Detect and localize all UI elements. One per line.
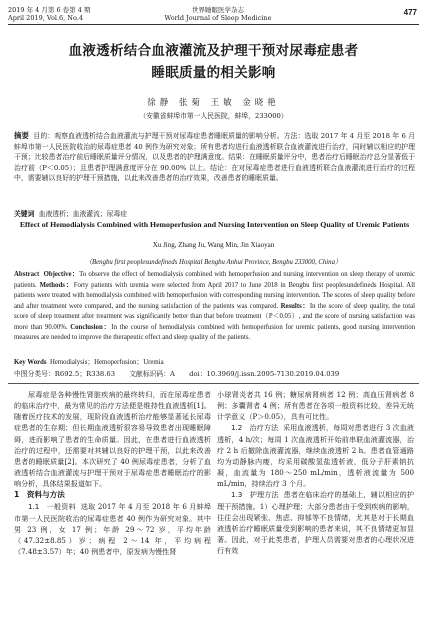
- section-1-1-text: 选取 2017 年 4 月至 2018 年 6 月蚌埠市第一人民医院收治的尿毒症患者 40 例作为研究对象。其中男 23 例，女 17 例；年龄 29～72 岁，平均年龄（47.32±8.85）岁；病程 2～14 年，平均病程（7.48±3.57）年；40 例患者中，原发病为慢性肾: [14, 502, 212, 557]
- journal-name: [158, 6, 278, 22]
- body-rule: [8, 383, 419, 384]
- article-meta: [14, 368, 415, 378]
- right-continued-paragraph: 小球肾炎者共 16 例；糖尿病肾病者 12 例；高血压肾病者 8 例；多囊肾者 4 例；所有患者在各项一般资料比较，差异无统计学意义（P＞0.05），具有可比性。: [217, 390, 414, 422]
- section-1-3-text: 患者在临床治疗的基础上，辅以相应的护理干预措施。1）心理护理：大部分患者由于受到疾病的影响，往往会出现紧张、焦虑、抑郁等不良情绪，尤其是对于长期血液透析治疗睡眠质量受到影响的患者来说，其不良情绪更加显著。因此，对于此类患者，护理人员需要对患者的心理状况进行有效: [217, 490, 415, 556]
- body-column-right: [217, 389, 414, 556]
- affiliation: （安徽省蚌埠市第一人民医院，蚌埠，233000）: [139, 112, 288, 120]
- keywords-cn-text: 血液透析；血液灌流；尿毒症: [38, 210, 128, 218]
- conclusion-label: Conclusion：: [70, 323, 112, 331]
- objective-label: Objective：: [43, 271, 80, 278]
- english-title: Effect of Hemodialysis Combined with Hemoperfusion and Nursing Intervention on Sleep Quality of Uremic Patients: [19, 220, 410, 229]
- abstract-en-label: Abstract: [14, 271, 40, 278]
- keywords-en-text: Hemodialysis；Hemoperfusion；Uremia: [49, 359, 164, 366]
- methods-label: Methods：: [39, 281, 74, 289]
- section-heading-1-3: 1.3 护理方法: [231, 490, 279, 500]
- document-code: 文献标识码：A: [129, 370, 175, 378]
- issue-en: April 2019, Vol.6, No.4: [8, 14, 83, 22]
- section-1-1-paragraph: [14, 501, 211, 557]
- section-heading-1-1: 1.1 一般资料: [28, 502, 76, 512]
- issue-cn: 2019 年 4 月第 6 卷第 4 期: [8, 6, 91, 14]
- results-label: Results：: [280, 302, 310, 310]
- title-line-2: 睡眠质量的相关影响: [151, 65, 276, 81]
- journal-issue-info: [8, 6, 90, 22]
- section-heading-1: 1 资料与方法: [14, 490, 65, 500]
- keywords-en-label: Key Words: [14, 359, 47, 366]
- page-number: 477: [403, 8, 417, 17]
- section-1-2-paragraph: [217, 422, 414, 489]
- abstract-cn-label: 摘要: [14, 131, 29, 140]
- keywords-cn: [14, 208, 415, 218]
- english-affiliation: （Bengbu first peoplesundefineds Hospital Bengbu Anhui Province, Bengbu 233000, China）: [85, 259, 342, 266]
- body-column-left: [14, 389, 211, 557]
- objective-text: To observe the effect of hemodialysis combined with hemoperfusion and nursing intervention on sleep therapy of uremic patients.: [14, 271, 415, 289]
- article-title: [20, 40, 407, 84]
- conclusion-text: In the course of hemodialysis combined with hemoperfusion for uremic patients, good nursing intervention measures are needed to improve the therapeutic effect and sleep quality of the patients.: [14, 323, 415, 342]
- abstract-cn-text: 目的：观察血液透析结合血液灌流与护理干预对尿毒症患者睡眠质量的影响分析。方法：选取 2017 年 4 月至 2018 年 6 月蚌埠市第一人民医院收治的尿毒症患者 40 例作为研究对象；所有患者均进行血液透析联合血液灌流进行治疗，同时辅以相应的护理干预；比较患者治疗前后睡眠质量评分情况，以及患者的护理满意度。结果：在睡眠质量评分中，患者治疗后睡眠治疗总分显著低于治疗前（P＜0.05）；且患者护理满意度评分在 90.00% 以上。结论：在对尿毒症患者进行血液透析联合血液灌流进行治疗的过程中，需要辅以良好的护理干预措施，以此来改善患者的治疗效果，改善患者的睡眠质量。: [14, 132, 415, 183]
- results-text: In the score of sleep quality, the total score of sleep treatment after treatment was significantly better than that before treatment（P＜0.05）, and the score of nursing satisfaction was more than 90.00%.: [14, 302, 415, 331]
- keywords-en: [14, 356, 415, 366]
- section-heading-1-2: 1.2 治疗方法: [231, 423, 279, 433]
- english-authors: Xu Jing, Zhang Ju, Wang Min, Jin Xiaoyan: [152, 241, 275, 249]
- intro-paragraph: 尿毒症是各种慢性肾脏疾病的最终转归，而在尿毒症患者的临床治疗中，最为常见的治疗方法便是维持性血液透析[1]。随着医疗技术的发展，现阶段血液透析治疗能够显著延长尿毒症患者的生存期；但长期血液透析很容易导致患者出现睡眠障碍，进而影响了患者的生命质量。因此，在患者进行血液透析治疗的过程中，还需要对其辅以良好的护理干预，以此来改善患者的睡眠质量[2]。本次研究了 40 例尿毒症患者，分析了血液透析结合血液灌流与护理干预对于尿毒症患者睡眠治疗的影响分析，具体结果报道如下。: [14, 390, 211, 489]
- running-header: [8, 4, 419, 26]
- clc-number: 中图分类号：R692.5；R338.63: [14, 370, 116, 378]
- abstract-cn: [14, 131, 415, 184]
- journal-name-en: World Journal of Sleep Medicine: [164, 14, 272, 22]
- journal-name-cn: 世界睡眠医学杂志: [192, 6, 244, 14]
- authors: 徐静 张菊 王敏 金晓艳: [147, 98, 280, 108]
- doi: doi：10.3969/j.issn.2095-7130.2019.04.039: [189, 370, 340, 378]
- keywords-cn-label: 关键词: [14, 210, 35, 218]
- abstract-en: [14, 270, 415, 344]
- title-line-1: 血液透析结合血液灌流及护理干预对尿毒症患者: [68, 43, 359, 59]
- section-1-2-text: 采用血液透析，每周对患者进行 3 次血液透析，4 h/次；每周 1 次血液透析开始前串联血液灌流器，治疗 2 h 后撤除血液灌流器，继续血液透析 2 h。患者血管通路均为动静脉内瘘，均采用碳酸氢盐透析液，低分子肝素钠抗凝，血流量为 180～250 mL/min，透析液流量为 500 mL/min，持续治疗 3 个月。: [217, 423, 415, 489]
- section-1-3-paragraph: [217, 489, 414, 556]
- methods-text: Forty patients with uremia were selected from April 2017 to June 2018 in Bengbu first peoplesundefineds Hospital. All patients were treated with hemodialysis combined with hemoperfusion with corresponding nursing intervention. The scores of sleep quality before and after treatment were compared, and the nursing satisfaction of the patients was compared.: [14, 281, 415, 310]
- header-rule: [8, 24, 419, 25]
